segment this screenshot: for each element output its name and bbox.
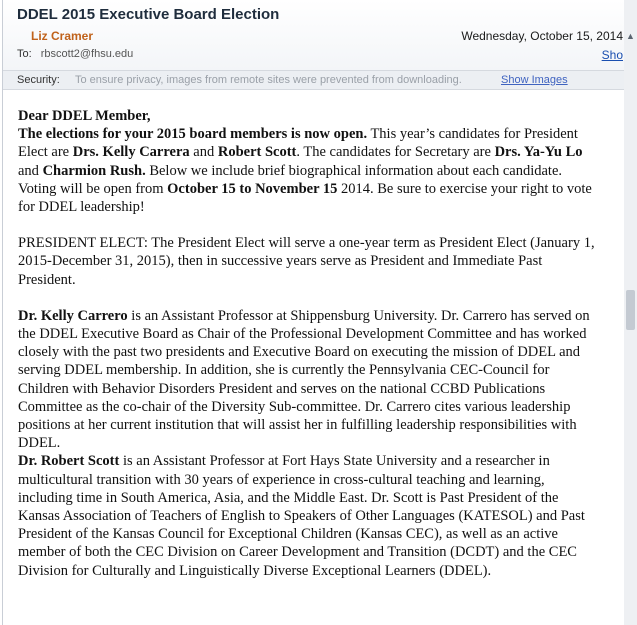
intro-paragraph: The elections for your 2015 board members is now open. This year’s candidates for President Elect are Drs. Kelly Carrera and Robert Scott. The candidates for Secretary are Drs. Ya-Yu Lo and Charmion Rush. Below we include brief biographical information about each candidate. Voting will be open from October 15 to November 15 2014. Be sure to exercise your right to vote for DDEL leadership! (18, 126, 592, 216)
recipient-row (17, 48, 133, 60)
email-date: Wednesday, October 15, 2014 (461, 29, 623, 43)
greeting: Dear DDEL Member, (18, 108, 151, 124)
carrero-bio: Dr. Kelly Carrero is an Assistant Professor at Shippensburg University. Dr. Carrero has served on the DDEL Executive Board as Chair of the Professional Development Committee and has worked closely with the past two presidents and Executive Board on executing the mission of DDEL and serving DDEL membership. In addition, she is currently the Pennsylvania CEC-Council for Children with Behavior Disorders President and serves on the national CCBD Publications Committee as the co-chair of the Diversity Sub-committee. Dr. Carrero cites various leadership positions at her current institution that will assist her in fulfilling leadership responsibilities with DDEL. (18, 307, 590, 452)
to-label: To: (17, 48, 32, 60)
scroll-up-icon[interactable]: ▲ (626, 31, 635, 41)
scroll-thumb[interactable] (626, 290, 635, 330)
security-message: To ensure privacy, images from remote sites were prevented from downloading. (75, 74, 462, 86)
email-header (3, 0, 625, 70)
security-bar (3, 70, 625, 90)
email-window (2, 0, 626, 625)
sender-name[interactable]: Liz Cramer (31, 29, 94, 43)
scott-bio: Dr. Robert Scott is an Assistant Professor at Fort Hays State University and a researcher in multicultural transition with 30 years of experience in cross-cultural teaching and learning, including time in South America, Asia, and the Middle East. Dr. Scott is Past President of the Kansas Association of Teachers of English to Speakers of Other Languages (KATESOL) and Past President of the Kansas Council for Exceptional Children (Kansas CEC), as well as an active member of both the CEC Division on Career Development and Transition (DCDT) and the CEC Division for Culturally and Linguistically Diverse Exceptional Learners (DDEL). (18, 453, 585, 579)
recipient-address[interactable]: rbscott2@fhsu.edu (40, 48, 134, 60)
message-content (18, 107, 596, 580)
security-label: Security: (17, 74, 60, 86)
email-subject: DDEL 2015 Executive Board Election (17, 6, 280, 23)
show-images-link[interactable]: Show Images (501, 74, 568, 86)
vertical-scrollbar[interactable] (624, 0, 637, 625)
show-details-link[interactable]: Sho (601, 48, 623, 62)
president-elect-paragraph: PRESIDENT ELECT: The President Elect will serve a one-year term as President Elect (January 1, 2015-December 31, 2015), then in successive years serve as President and Immediate Past President. (18, 235, 595, 288)
message-body (3, 90, 625, 625)
